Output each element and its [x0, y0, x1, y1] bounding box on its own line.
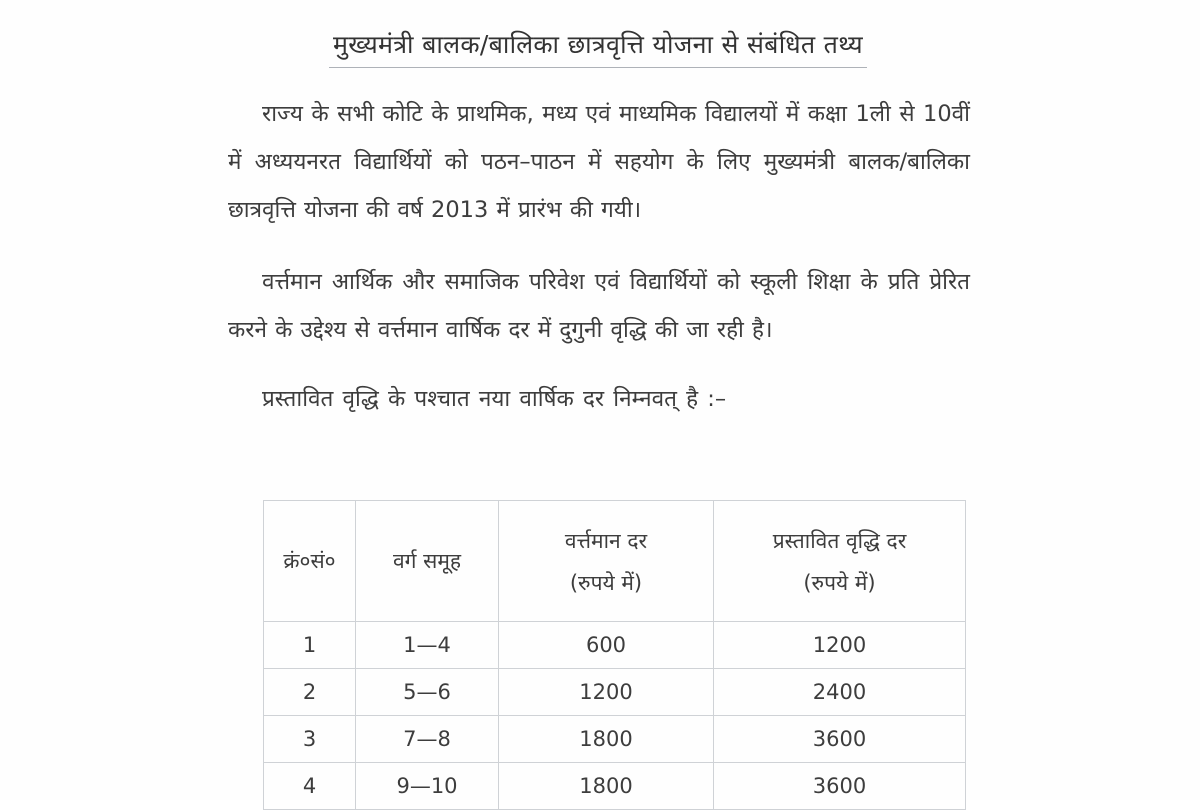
- cell-serial-number: 4: [264, 763, 356, 810]
- cell-proposed-rate: 3600: [714, 763, 966, 810]
- cell-proposed-rate: 1200: [714, 622, 966, 669]
- cell-class-group: 5—6: [356, 669, 499, 716]
- cell-class-group: 7—8: [356, 716, 499, 763]
- column-header-class-group: [356, 501, 499, 622]
- page-title: [228, 28, 968, 68]
- cell-serial-number: 1: [264, 622, 356, 669]
- table-header: [264, 501, 966, 622]
- column-header-proposed-rate: [714, 501, 966, 622]
- cell-proposed-rate: 3600: [714, 716, 966, 763]
- table-header-row: [264, 501, 966, 622]
- document-body: [228, 90, 970, 420]
- table-row: [264, 716, 966, 763]
- cell-serial-number: 3: [264, 716, 356, 763]
- cell-proposed-rate: 2400: [714, 669, 966, 716]
- cell-serial-number: 2: [264, 669, 356, 716]
- cell-current-rate: 1800: [499, 716, 714, 763]
- column-header-serial-number: [264, 501, 356, 622]
- rate-table-container: [263, 500, 965, 810]
- table-row: [264, 622, 966, 669]
- column-header-proposed-rate-label: प्रस्तावित वृद्धि दर: [772, 529, 907, 553]
- column-header-proposed-rate-unit: (रुपये में): [803, 571, 876, 595]
- table-lead-line: प्रस्तावित वृद्धि के पश्चात नया वार्षिक दर निम्नवत् है :–: [262, 386, 727, 412]
- table-row: [264, 763, 966, 810]
- table-body: [264, 622, 966, 810]
- cell-class-group: 9—10: [356, 763, 499, 810]
- paragraph-2: वर्त्तमान आर्थिक और समाजिक परिवेश एवं विद्यार्थियों को स्कूली शिक्षा के प्रति प्रेरित करने के उद्देश्य से वर्त्तमान वार्षिक दर में दुगुनी वृद्धि की जा रही है।: [228, 269, 970, 343]
- table-row: [264, 669, 966, 716]
- cell-current-rate: 1800: [499, 763, 714, 810]
- paragraph-1: राज्य के सभी कोटि के प्राथमिक, मध्य एवं माध्यमिक विद्यालयों में कक्षा 1ली से 10वीं में अध्ययनरत विद्यार्थियों को पठन–पाठन में सहयोग के लिए मुख्यमंत्री बालक/बालिका छात्रवृत्ति योजना की वर्ष 2013 में प्रारंभ की गयी।: [228, 101, 970, 223]
- column-header-current-rate: [499, 501, 714, 622]
- column-header-class-group-label: वर्ग समूह: [392, 549, 462, 573]
- column-header-serial-number-label: क्रं०सं०: [283, 549, 336, 573]
- column-header-current-rate-label: वर्त्तमान दर: [564, 529, 648, 553]
- cell-class-group: 1—4: [356, 622, 499, 669]
- cell-current-rate: 1200: [499, 669, 714, 716]
- scholarship-rate-table: [263, 500, 966, 810]
- column-header-current-rate-unit: (रुपये में): [569, 571, 643, 595]
- cell-current-rate: 600: [499, 622, 714, 669]
- page-title-text: मुख्यमंत्री बालक/बालिका छात्रवृत्ति योजना से संबंधित तथ्य: [329, 28, 867, 68]
